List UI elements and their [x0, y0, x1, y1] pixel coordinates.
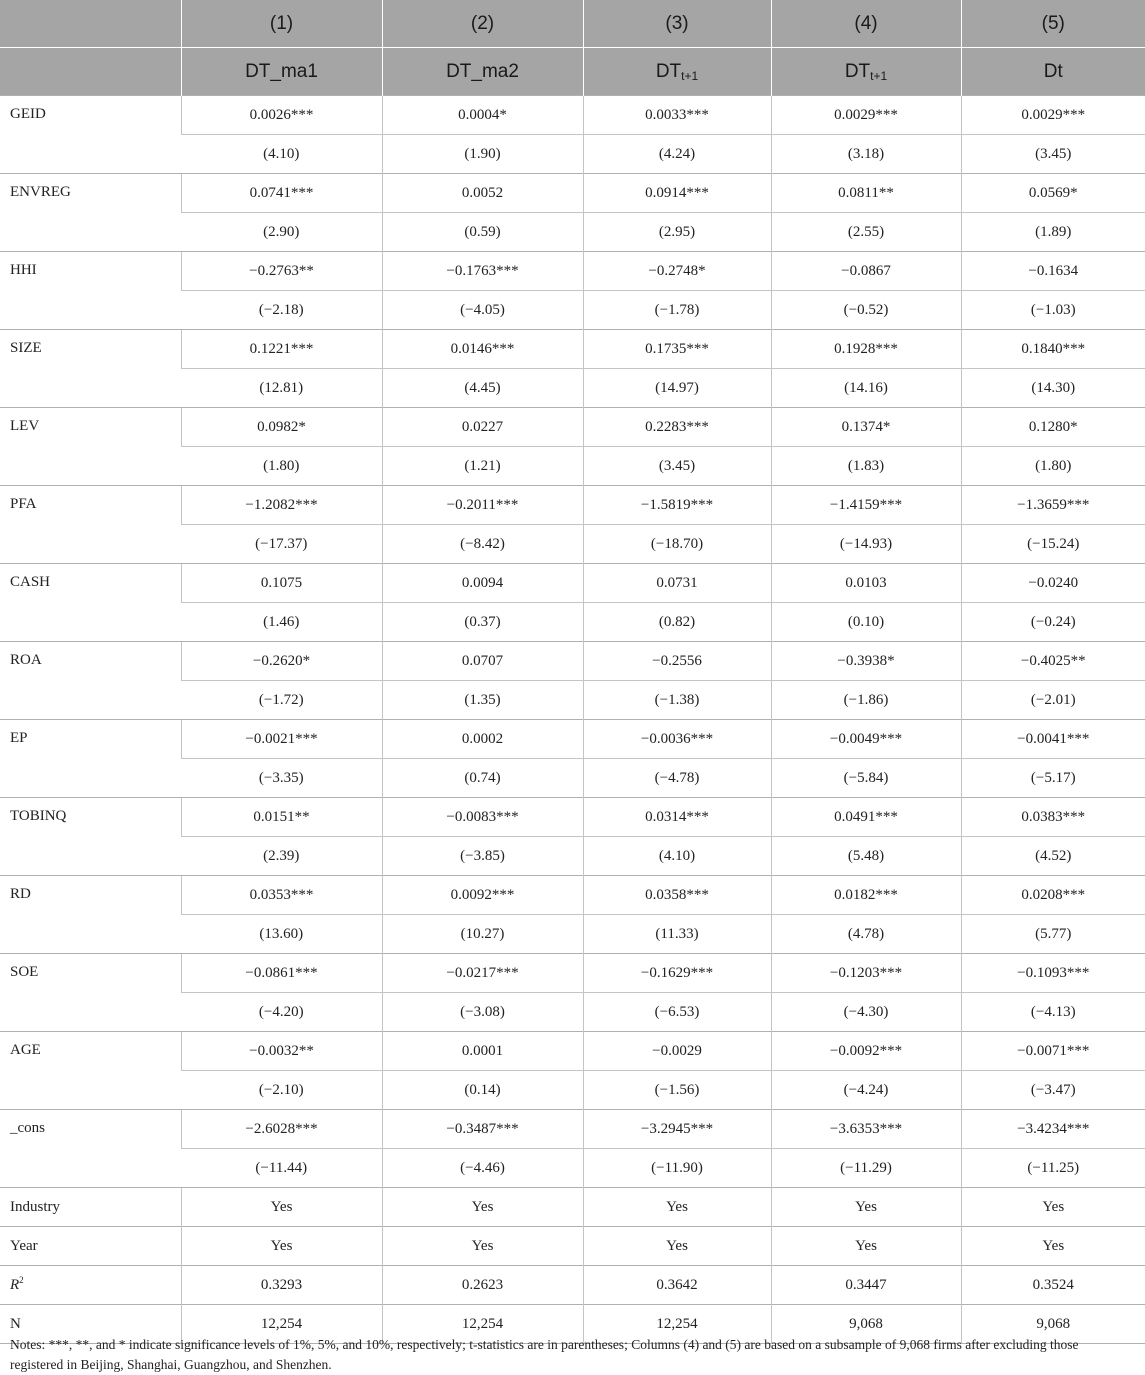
header-corner [0, 48, 181, 96]
coefficient-cell: −0.2011*** [382, 486, 583, 525]
coefficient-cell: 0.0182*** [771, 876, 961, 915]
coefficient-cell: 0.0914*** [583, 174, 771, 213]
coefficient-row [0, 174, 1145, 213]
summary-value: 12,254 [181, 1305, 382, 1344]
t-statistic-cell: (2.55) [771, 213, 961, 252]
coefficient-cell: −1.2082*** [181, 486, 382, 525]
coefficient-cell: 0.0569* [961, 174, 1145, 213]
t-statistic-cell: (−1.38) [583, 681, 771, 720]
t-statistic-cell: (−6.53) [583, 993, 771, 1032]
t-statistic-cell: (−11.44) [181, 1149, 382, 1188]
coefficient-cell: 0.0383*** [961, 798, 1145, 837]
coefficient-row [0, 876, 1145, 915]
t-statistic-cell: (4.45) [382, 369, 583, 408]
t-statistic-cell: (3.45) [583, 447, 771, 486]
coefficient-cell: −0.0029 [583, 1032, 771, 1071]
coefficient-cell: 0.0103 [771, 564, 961, 603]
coefficient-cell: −0.0083*** [382, 798, 583, 837]
t-statistic-cell: (−5.17) [961, 759, 1145, 798]
coefficient-row [0, 642, 1145, 681]
t-statistic-cell: (4.10) [181, 135, 382, 174]
coefficient-cell: −3.6353*** [771, 1110, 961, 1149]
coefficient-cell: −0.1629*** [583, 954, 771, 993]
variable-name: CASH [0, 564, 181, 642]
t-statistic-cell: (−1.78) [583, 291, 771, 330]
coefficient-cell: 0.0094 [382, 564, 583, 603]
coefficient-row [0, 486, 1145, 525]
dependent-variable-label: DT_ma2 [382, 48, 583, 96]
t-statistic-cell: (14.30) [961, 369, 1145, 408]
coefficient-cell: 0.1928*** [771, 330, 961, 369]
t-statistic-cell: (14.16) [771, 369, 961, 408]
t-statistic-cell: (−4.05) [382, 291, 583, 330]
coefficient-row [0, 96, 1145, 135]
t-statistic-cell: (−1.03) [961, 291, 1145, 330]
coefficient-cell: 0.0741*** [181, 174, 382, 213]
t-statistic-cell: (4.78) [771, 915, 961, 954]
coefficient-cell: −0.0861*** [181, 954, 382, 993]
summary-row [0, 1188, 1145, 1227]
variable-name: AGE [0, 1032, 181, 1110]
summary-value: Yes [583, 1227, 771, 1266]
coefficient-cell: −0.1093*** [961, 954, 1145, 993]
variable-name: EP [0, 720, 181, 798]
table-notes: Notes: ***, **, and * indicate significance levels of 1%, 5%, and 10%, respectively; t-statistics are in parentheses; Columns (4) and (5) are based on a subsample of 9,068 firms after excluding those registered in Beijing, Shanghai, Guangzhou, and Shenzhen. [10, 1337, 1079, 1372]
variable-name: _cons [0, 1110, 181, 1188]
summary-value: Yes [382, 1188, 583, 1227]
t-statistic-cell: (−4.13) [961, 993, 1145, 1032]
coefficient-cell: −3.2945*** [583, 1110, 771, 1149]
t-statistic-cell: (−1.86) [771, 681, 961, 720]
coefficient-cell: 0.0092*** [382, 876, 583, 915]
t-statistic-cell: (4.24) [583, 135, 771, 174]
variable-name: LEV [0, 408, 181, 486]
summary-value: 0.2623 [382, 1266, 583, 1305]
column-number: (3) [583, 0, 771, 48]
summary-value: 9,068 [961, 1305, 1145, 1344]
t-statistic-cell: (14.97) [583, 369, 771, 408]
t-statistic-cell: (1.46) [181, 603, 382, 642]
coefficient-cell: 0.0491*** [771, 798, 961, 837]
column-number: (5) [961, 0, 1145, 48]
coefficient-row [0, 954, 1145, 993]
t-statistic-cell: (1.80) [961, 447, 1145, 486]
t-statistic-cell: (−4.20) [181, 993, 382, 1032]
coefficient-cell: −0.2748* [583, 252, 771, 291]
t-statistic-cell: (−2.10) [181, 1071, 382, 1110]
table-header [0, 0, 1145, 96]
t-statistic-cell: (−11.29) [771, 1149, 961, 1188]
t-statistic-cell: (−5.84) [771, 759, 961, 798]
t-statistic-cell: (−3.85) [382, 837, 583, 876]
t-statistic-cell: (−2.01) [961, 681, 1145, 720]
t-statistic-cell: (−17.37) [181, 525, 382, 564]
summary-value: Yes [961, 1188, 1145, 1227]
summary-value: 12,254 [583, 1305, 771, 1344]
dependent-variable-row [0, 48, 1145, 96]
summary-value: 0.3447 [771, 1266, 961, 1305]
coefficient-cell: 0.1280* [961, 408, 1145, 447]
t-statistic-cell: (−3.35) [181, 759, 382, 798]
coefficient-cell: −1.5819*** [583, 486, 771, 525]
t-statistic-cell: (0.14) [382, 1071, 583, 1110]
summary-value: Yes [961, 1227, 1145, 1266]
variable-name: RD [0, 876, 181, 954]
t-statistic-cell: (0.74) [382, 759, 583, 798]
coefficient-cell: 0.0033*** [583, 96, 771, 135]
coefficient-cell: −3.4234*** [961, 1110, 1145, 1149]
coefficient-cell: 0.0227 [382, 408, 583, 447]
coefficient-cell: 0.1374* [771, 408, 961, 447]
t-statistic-cell: (−0.24) [961, 603, 1145, 642]
t-statistic-cell: (4.52) [961, 837, 1145, 876]
t-statistic-cell: (−1.56) [583, 1071, 771, 1110]
coefficient-cell: −0.4025** [961, 642, 1145, 681]
summary-value: Yes [382, 1227, 583, 1266]
coefficient-cell: 0.0146*** [382, 330, 583, 369]
t-statistic-cell: (−1.72) [181, 681, 382, 720]
variable-name: GEID [0, 96, 181, 174]
variable-name: TOBINQ [0, 798, 181, 876]
t-statistic-cell: (1.89) [961, 213, 1145, 252]
coefficient-row [0, 564, 1145, 603]
summary-value: 0.3293 [181, 1266, 382, 1305]
coefficient-cell: −0.3938* [771, 642, 961, 681]
summary-label [0, 1266, 181, 1305]
summary-value: 0.3642 [583, 1266, 771, 1305]
coefficient-cell: 0.0811** [771, 174, 961, 213]
t-statistic-cell: (−3.08) [382, 993, 583, 1032]
t-statistic-cell: (−8.42) [382, 525, 583, 564]
coefficient-cell: 0.1075 [181, 564, 382, 603]
variable-name: HHI [0, 252, 181, 330]
coefficient-row [0, 408, 1145, 447]
t-statistic-cell: (1.83) [771, 447, 961, 486]
coefficient-cell: −0.1763*** [382, 252, 583, 291]
variable-name: PFA [0, 486, 181, 564]
coefficient-cell: −0.3487*** [382, 1110, 583, 1149]
variable-name: SOE [0, 954, 181, 1032]
column-number: (2) [382, 0, 583, 48]
variable-name: ROA [0, 642, 181, 720]
r-squared-symbol: R [10, 1276, 20, 1293]
coefficient-cell: −0.0036*** [583, 720, 771, 759]
summary-value: 9,068 [771, 1305, 961, 1344]
coefficient-cell: 0.0052 [382, 174, 583, 213]
coefficient-cell: 0.0982* [181, 408, 382, 447]
coefficient-cell: −0.0092*** [771, 1032, 961, 1071]
dependent-variable-label: Dt [961, 48, 1145, 96]
coefficient-cell: 0.0358*** [583, 876, 771, 915]
t-statistic-cell: (10.27) [382, 915, 583, 954]
variable-name: SIZE [0, 330, 181, 408]
t-statistic-cell: (0.82) [583, 603, 771, 642]
t-statistic-cell: (1.21) [382, 447, 583, 486]
summary-value: 12,254 [382, 1305, 583, 1344]
table-body [0, 96, 1145, 1344]
coefficient-cell: −0.2763** [181, 252, 382, 291]
coefficient-cell: 0.0731 [583, 564, 771, 603]
summary-value: 0.3524 [961, 1266, 1145, 1305]
column-number-row [0, 0, 1145, 48]
t-statistic-cell: (−4.46) [382, 1149, 583, 1188]
coefficient-cell: −0.0049*** [771, 720, 961, 759]
t-statistic-cell: (−4.30) [771, 993, 961, 1032]
coefficient-cell: −0.0071*** [961, 1032, 1145, 1071]
summary-row [0, 1266, 1145, 1305]
coefficient-cell: −2.6028*** [181, 1110, 382, 1149]
coefficient-cell: −1.3659*** [961, 486, 1145, 525]
coefficient-cell: 0.0353*** [181, 876, 382, 915]
coefficient-cell: −0.0032** [181, 1032, 382, 1071]
coefficient-cell: 0.2283*** [583, 408, 771, 447]
coefficient-cell: 0.0029*** [961, 96, 1145, 135]
t-statistic-cell: (−4.24) [771, 1071, 961, 1110]
t-statistic-cell: (−11.90) [583, 1149, 771, 1188]
header-corner [0, 0, 181, 48]
summary-value: Yes [771, 1188, 961, 1227]
t-statistic-cell: (−14.93) [771, 525, 961, 564]
coefficient-cell: −0.1634 [961, 252, 1145, 291]
coefficient-row [0, 798, 1145, 837]
t-statistic-cell: (−0.52) [771, 291, 961, 330]
t-statistic-cell: (1.80) [181, 447, 382, 486]
summary-value: Yes [181, 1188, 382, 1227]
r-squared-exponent: 2 [19, 1274, 24, 1285]
t-statistic-cell: (0.10) [771, 603, 961, 642]
summary-label: Year [0, 1227, 181, 1266]
t-statistic-cell: (2.95) [583, 213, 771, 252]
t-statistic-cell: (3.45) [961, 135, 1145, 174]
t-statistic-cell: (−11.25) [961, 1149, 1145, 1188]
summary-label: Industry [0, 1188, 181, 1227]
coefficient-cell: 0.0026*** [181, 96, 382, 135]
coefficient-cell: 0.0029*** [771, 96, 961, 135]
t-statistic-cell: (−4.78) [583, 759, 771, 798]
coefficient-cell: −0.0240 [961, 564, 1145, 603]
t-statistic-cell: (3.18) [771, 135, 961, 174]
coefficient-cell: −1.4159*** [771, 486, 961, 525]
coefficient-row [0, 252, 1145, 291]
coefficient-cell: −0.0867 [771, 252, 961, 291]
t-statistic-cell: (−18.70) [583, 525, 771, 564]
coefficient-row [0, 1032, 1145, 1071]
variable-name: ENVREG [0, 174, 181, 252]
t-statistic-cell: (5.48) [771, 837, 961, 876]
dependent-variable-label: $DT_{t+1}$ [583, 48, 771, 96]
coefficient-cell: −0.0041*** [961, 720, 1145, 759]
coefficient-cell: 0.0707 [382, 642, 583, 681]
coefficient-cell: 0.1840*** [961, 330, 1145, 369]
t-statistic-cell: (−15.24) [961, 525, 1145, 564]
t-statistic-cell: (1.90) [382, 135, 583, 174]
t-statistic-cell: (11.33) [583, 915, 771, 954]
coefficient-cell: −0.0217*** [382, 954, 583, 993]
t-statistic-cell: (2.90) [181, 213, 382, 252]
coefficient-row [0, 1110, 1145, 1149]
coefficient-row [0, 330, 1145, 369]
t-statistic-cell: (12.81) [181, 369, 382, 408]
summary-value: Yes [181, 1227, 382, 1266]
coefficient-cell: −0.1203*** [771, 954, 961, 993]
coefficient-cell: −0.0021*** [181, 720, 382, 759]
coefficient-cell: 0.0004* [382, 96, 583, 135]
dependent-variable-label: $DT_{t+1}$ [771, 48, 961, 96]
coefficient-cell: 0.1735*** [583, 330, 771, 369]
dependent-variable-label: DT_ma1 [181, 48, 382, 96]
t-statistic-cell: (1.35) [382, 681, 583, 720]
t-statistic-cell: (0.59) [382, 213, 583, 252]
coefficient-cell: 0.0002 [382, 720, 583, 759]
t-statistic-cell: (2.39) [181, 837, 382, 876]
t-statistic-cell: (−2.18) [181, 291, 382, 330]
t-statistic-cell: (13.60) [181, 915, 382, 954]
summary-label: N [0, 1305, 181, 1344]
coefficient-cell: −0.2556 [583, 642, 771, 681]
coefficient-cell: −0.2620* [181, 642, 382, 681]
coefficient-row [0, 720, 1145, 759]
coefficient-cell: 0.0001 [382, 1032, 583, 1071]
summary-value: Yes [771, 1227, 961, 1266]
t-statistic-cell: (−3.47) [961, 1071, 1145, 1110]
column-number: (4) [771, 0, 961, 48]
column-number: (1) [181, 0, 382, 48]
t-statistic-cell: (4.10) [583, 837, 771, 876]
coefficient-cell: 0.0314*** [583, 798, 771, 837]
coefficient-cell: 0.1221*** [181, 330, 382, 369]
t-statistic-cell: (0.37) [382, 603, 583, 642]
coefficient-cell: 0.0208*** [961, 876, 1145, 915]
coefficient-cell: 0.0151** [181, 798, 382, 837]
summary-row [0, 1227, 1145, 1266]
summary-value: Yes [583, 1188, 771, 1227]
t-statistic-cell: (5.77) [961, 915, 1145, 954]
